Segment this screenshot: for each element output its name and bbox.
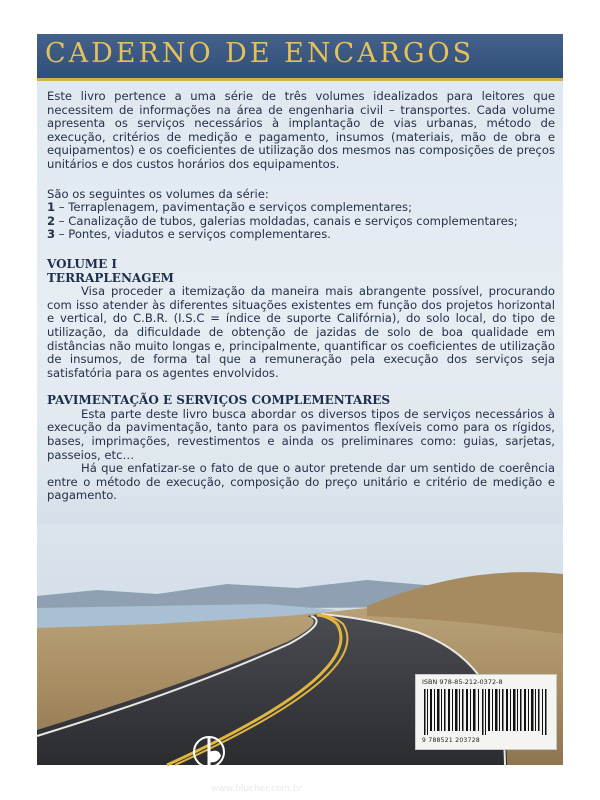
volume-text: – Pontes, viadutos e serviços complementares. bbox=[55, 227, 331, 242]
volume-text: – Canalização de tubos, galerias moldadas, canais e serviços complementares; bbox=[55, 213, 518, 228]
section2-paragraph-1: Esta parte deste livro busca abordar os diversos tipos de serviços necessários à execução da pavimentação, tanto para os pavimentos flexíveis como para os rígidos, bases, imprimações, revestimentos e ainda os preliminares como: guias, sarjetas, passeios, etc… bbox=[47, 406, 555, 462]
volume-text: – Terraplenagem, pavimentação e serviços complementares; bbox=[55, 200, 412, 215]
volume-list bbox=[47, 201, 555, 242]
section1-title: TERRAPLENAGEM bbox=[47, 270, 174, 285]
list-item bbox=[47, 215, 555, 229]
volume-number: 1 bbox=[47, 200, 56, 215]
book-back-cover bbox=[37, 34, 563, 794]
list-item bbox=[47, 228, 555, 242]
section2-paragraph-2: Há que enfatizar-se o fato de que o autor pretende dar um sentido de coerência entre o método de execução, composição do preço unitário e critério de medição e pagamento. bbox=[47, 461, 555, 503]
section1-paragraph: Visa proceder a itemização da maneira mais abrangente possível, procurando com isso atender às diferentes situações existentes em função dos projetos horizontal e vertical, do C.B.R. (I.S.C = índice de suporte Califórnia), do solo local, do tipo de utilização, da dificuldade de obtenção de jazidas de solo de boa qualidade em distâncias não muito longas e, principalmente, quantificar os coeficientes de utilização de insumos, de forma tal que a remuneração pela execução dos serviços seja satisfatória para os agentes envolvidos. bbox=[47, 284, 555, 380]
publisher-website: www.blucher.com.br bbox=[211, 784, 303, 794]
cover-title: CADERNO DE ENCARGOS bbox=[45, 38, 475, 69]
series-heading: São os seguintes os volumes da série: bbox=[47, 186, 269, 201]
isbn-text: ISBN 978-85-212-0372-8 bbox=[422, 678, 503, 686]
publisher-name: EDITORA EDGARD BLÜCHER bbox=[113, 770, 291, 783]
publisher-logo-icon bbox=[191, 734, 227, 770]
intro-paragraph: Este livro pertence a uma série de três volumes idealizados para leitores que necessitem de informações na área de engenharia civil – transportes. Cada volume apresenta os serviços necessários à implantação de vias urbanas, método de execução, critérios de medição e pagamento, insumos (materiais, mão de obra e equipamentos) e os coeficientes de utilização dos mesmos nas composições de preços unitários e dos custos horários dos equipamentos. bbox=[47, 89, 555, 171]
volume-number: 2 bbox=[47, 213, 56, 228]
cover-text bbox=[47, 90, 555, 503]
title-rule bbox=[37, 78, 563, 81]
list-item bbox=[47, 201, 555, 215]
section2-title: PAVIMENTAÇÃO E SERVIÇOS COMPLEMENTARES bbox=[47, 393, 391, 408]
volume-label: VOLUME I bbox=[47, 256, 118, 271]
isbn-barcode-box bbox=[415, 674, 557, 750]
barcode-digits: 9 788521 203728 bbox=[422, 737, 480, 744]
title-band bbox=[37, 34, 563, 78]
volume-number: 3 bbox=[47, 227, 56, 242]
barcode-icon bbox=[422, 689, 550, 735]
